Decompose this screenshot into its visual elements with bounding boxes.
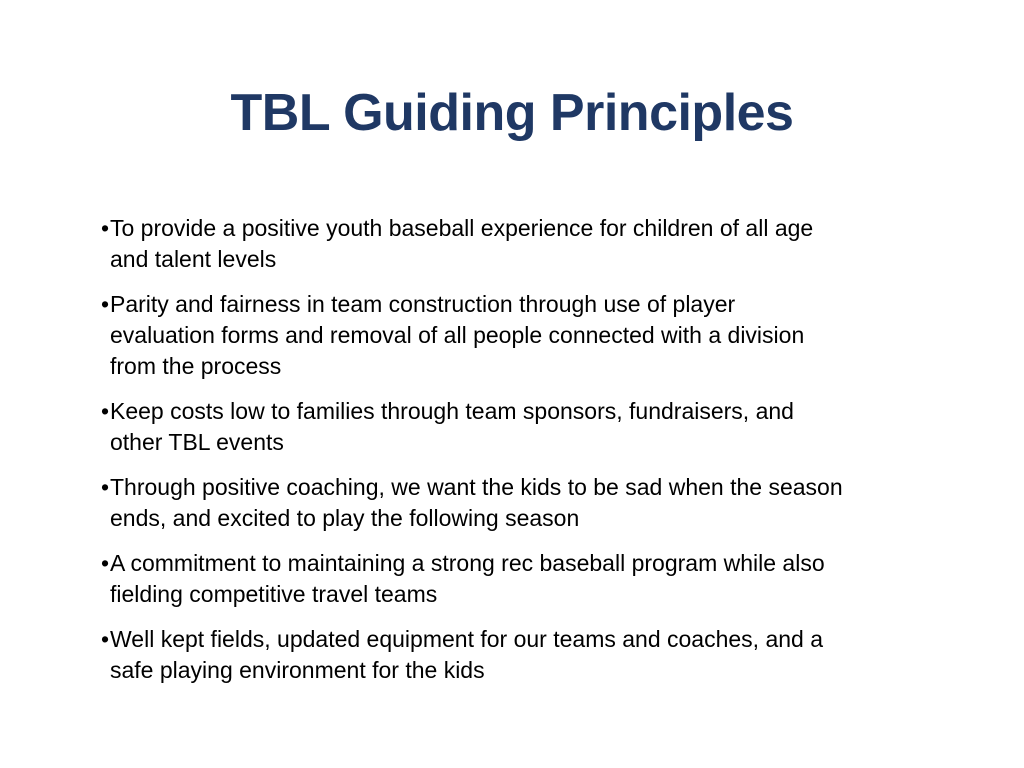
bullet-text: To provide a positive youth baseball experience for children of all age and talent levels: [110, 215, 814, 272]
bullet-icon: •: [101, 291, 110, 317]
bullet-icon: •: [101, 215, 110, 241]
list-item: [101, 213, 961, 275]
bullet-icon: •: [101, 550, 110, 576]
bullet-text: Well kept fields, updated equipment for our teams and coaches, and a safe playing environment for the kids: [110, 626, 824, 683]
bullet-icon: •: [101, 474, 110, 500]
bullet-text: Parity and fairness in team construction through use of player evaluation forms and removal of all people connected with a division from the process: [110, 291, 805, 379]
list-item: [101, 472, 961, 534]
list-item: [101, 624, 961, 686]
bullet-text: A commitment to maintaining a strong rec baseball program while also fielding competitive travel teams: [110, 550, 825, 607]
bullet-icon: •: [101, 398, 110, 424]
bullet-icon: •: [101, 626, 110, 652]
bullet-text: Keep costs low to families through team sponsors, fundraisers, and other TBL events: [110, 398, 794, 455]
list-item: [101, 396, 961, 458]
bullet-list: [101, 213, 961, 700]
list-item: [101, 548, 961, 610]
slide-title: TBL Guiding Principles: [230, 84, 794, 142]
list-item: [101, 289, 961, 382]
bullet-text: Through positive coaching, we want the kids to be sad when the season ends, and excited to play the following season: [110, 474, 843, 531]
